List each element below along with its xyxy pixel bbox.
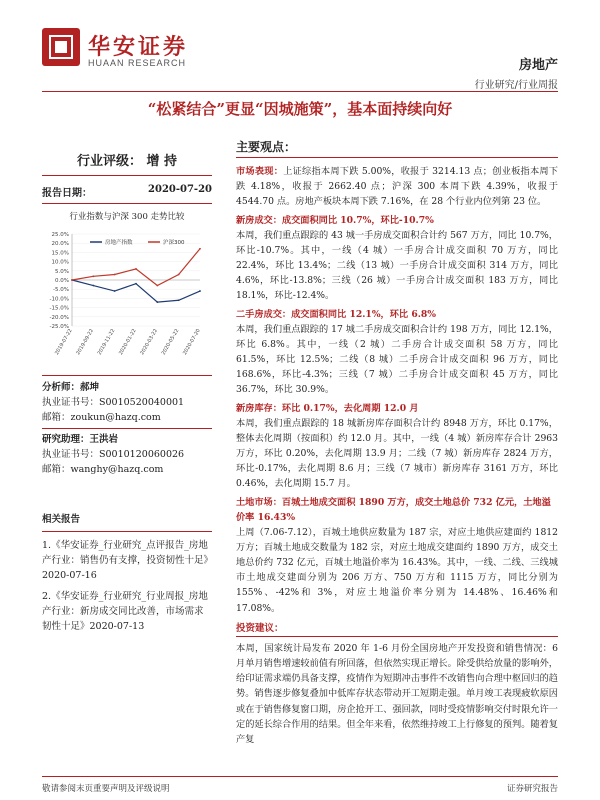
y-tick-label: -10.0%	[49, 296, 69, 303]
market-paragraph	[236, 164, 558, 210]
second-hand-heading: 二手房成交：成交面积同比 12.1%，环比 6.8%	[236, 308, 437, 320]
legend-label: 沪深300	[163, 240, 185, 246]
x-tick-label: 2020-01-22	[118, 328, 138, 357]
left-sidebar	[42, 140, 212, 477]
x-tick-label: 2020-05-22	[160, 328, 181, 357]
data-point	[178, 274, 180, 276]
x-tick-label: 2019-07-22	[54, 328, 74, 357]
data-point	[199, 290, 201, 292]
y-tick-label: -25.0%	[49, 324, 69, 330]
data-point	[135, 268, 137, 270]
land-text: 上周（7.06-7.12），百城土地供应数量为 187 宗，对应土地供应建面约 1812 万方；百城土地成交数量为 182 宗，对应土地成交建面约 1890 万方，成交土地总价约 732 亿元，百城土地溢价率为 16.43%。其中，一线、二线、三线城市土地成交建面分别为 206 万方、750 万方和 1115 万方，同比分别为 155%、-42%和 3%，对应土地溢价率分别为 14.48%、16.46%和 17.08%。	[236, 526, 558, 614]
second-hand-text: 本周，我们重点跟踪的 17 城二手房成交面积合计约 198 万方，同比 12.1%，环比 6.8%。其中，一线（2 城）二手房合计成交面积 58 万方，同比 61.5%，环比 12.5%；二线（8 城）二手房合计成交面积 96 万方，同比 168.6%，环比-4.3%；三线（7 城）二手房合计成交面积 45 万方，同比 36.7%，环比 30.9%。	[236, 323, 558, 396]
new-house-heading: 新房成交：成交面积同比 10.7%，环比-10.7%	[236, 214, 434, 226]
data-point	[135, 283, 137, 285]
index-chart	[42, 226, 212, 376]
logo-text: 华安证券	[88, 35, 189, 60]
y-tick-label: 20.0%	[51, 241, 69, 248]
data-point	[156, 301, 158, 303]
logo-mark	[42, 28, 80, 66]
report-type: 行业研究/行业周报	[474, 80, 558, 91]
y-tick-label: 0.0%	[55, 278, 69, 284]
market-label: 市场表现：	[236, 166, 284, 177]
related-heading: 相关报告	[42, 512, 212, 532]
date-value: 2020-07-20	[148, 184, 212, 195]
data-point	[114, 274, 116, 276]
footer-label: 证券研究报告	[506, 784, 558, 794]
data-point	[199, 248, 201, 250]
logo-subtext: HUAAN RESEARCH	[88, 58, 187, 68]
rating-row	[42, 140, 212, 176]
land-heading: 土地市场：百城土地成交面积 1890 万方，成交土地总价 732 亿元，土地溢价率 16.43%	[236, 496, 551, 523]
y-tick-label: 5.0%	[55, 268, 69, 275]
y-tick-label: -5.0%	[53, 287, 69, 294]
rating-value: 增 持	[146, 154, 178, 169]
related-item[interactable]: 2.《华安证券_行业研究_行业周报_房地产行业：新房成交同比改善，市场需求韧性十足》2020-07-13	[42, 591, 208, 632]
inventory-text: 本周，我们重点跟踪的 18 城新房库存面积合计约 8948 万方，环比 0.17%，整体去化周期（按面积）约 12.0 月。其中，一线（4 城）新房库存合计 2963 万方，环比 0.20%，去化周期 13.9 月；二线（7 城）新房库存 2824 万方，环比-0.17%，去化周期 8.6 月；三线（7 城市）新房库存 3161 万方，环比 0.46%，去化周期 15.7 月。	[236, 417, 558, 490]
chart-title: 行业指数与沪深 300 走势比较	[69, 212, 185, 222]
main-heading: 主要观点：	[236, 138, 558, 158]
assistant-name: 王洪岩	[89, 434, 119, 445]
analyst-divider	[42, 428, 212, 429]
date-row	[42, 176, 212, 204]
assistant-cert: 执业证书号：S0010120060026	[42, 449, 185, 460]
y-tick-label: 10.0%	[51, 259, 69, 266]
related-reports	[42, 512, 212, 640]
data-point	[114, 290, 116, 292]
analyst-block	[42, 380, 212, 477]
y-tick-label: 15.0%	[51, 250, 69, 257]
invest-heading: 投资建议：	[236, 620, 558, 637]
rating-label: 行业评级：	[76, 154, 142, 169]
analyst-cert: 执业证书号：S0010520040001	[42, 397, 185, 408]
data-point	[156, 285, 158, 287]
analyst-name: 郝坤	[80, 382, 100, 393]
y-tick-label: 25.0%	[51, 232, 69, 238]
assistant-label: 研究助理：	[42, 434, 90, 445]
y-tick-label: -20.0%	[49, 314, 69, 321]
analyst-email[interactable]: 邮箱：zoukun@hazq.com	[42, 412, 161, 423]
inventory-heading: 新房库存：环比 0.17%，去化周期 12.0 月	[236, 402, 419, 414]
assistant-email[interactable]: 邮箱：wanghy@hazq.com	[42, 464, 164, 475]
x-tick-label: 2019-11-22	[96, 328, 117, 357]
footer-divider	[42, 776, 558, 777]
main-content	[236, 138, 558, 749]
data-point	[92, 285, 94, 287]
data-point	[92, 275, 94, 277]
analyst-label: 分析师：	[42, 382, 81, 393]
header-divider	[42, 91, 558, 92]
data-point	[71, 279, 73, 281]
new-house-text: 本周，我们重点跟踪的 43 城一手房成交面积合计约 567 万方，同比 10.7%，环比-10.7%。其中，一线（4 城）一手房合计成交面积 70 万方，同比 22.4%，环比 13.4%；二线（13 城）一手房合计成交面积 314 万方，同比 4.6%，环比-13.8%；三线（26 城）一手房合计成交面积 183 万方，同比 18.1%，环比-12.4%。	[236, 229, 558, 302]
footer-disclaimer: 敬请参阅末页重要声明及评级说明	[42, 784, 170, 794]
y-tick-label: -15.0%	[49, 305, 69, 312]
legend-label: 房地产指数	[105, 240, 133, 246]
related-item[interactable]: 1.《华安证券_行业研究_点评报告_房地产行业：销售仍有支撑，投资韧性十足》2020-07-16	[42, 540, 209, 581]
x-tick-label: 2019-09-22	[75, 328, 96, 357]
chart-svg	[42, 226, 212, 376]
invest-text: 本周，国家统计局发布 2020 年 1-6 月份全国房地产开发投资和销售情况：6 月单月销售增速较前值有所回落，但依然实现正增长。除受供给放量的影响外，给印证需求端仍具备支撑，疫情作为短期冲击事件不改销售向合理中枢回归的趋势。销售逐步修复叠加中低库存状态带动开工短期走强。单月竣工表现疲软原因或在于销售修复窗口期，房企抢开工、强回款，同时受疫情影响交付时限允许一定的延长综合作用的结果。但全年来看，依然维持竣工上行修复的预判。随着复产复	[236, 642, 558, 746]
x-tick-label: 2020-03-22	[139, 328, 160, 357]
sector-label: 房地产	[518, 58, 558, 73]
date-label: 报告日期：	[42, 188, 92, 199]
data-point	[178, 299, 180, 301]
market-text: 上证综指本周下跌 5.00%，收报于 3214.13 点；创业板指本周下跌 4.18%，收报于 2662.40 点；沪深 300 本周下跌 4.39%，收报于 4544.70 点。房地产板块本周下跌 7.16%，在 28 个行业内位列第 23 位。	[236, 166, 558, 208]
report-title: “松紧结合”更显“因城施策”，基本面持续向好	[147, 100, 453, 118]
x-tick-label: 2020-07-20	[182, 328, 202, 357]
